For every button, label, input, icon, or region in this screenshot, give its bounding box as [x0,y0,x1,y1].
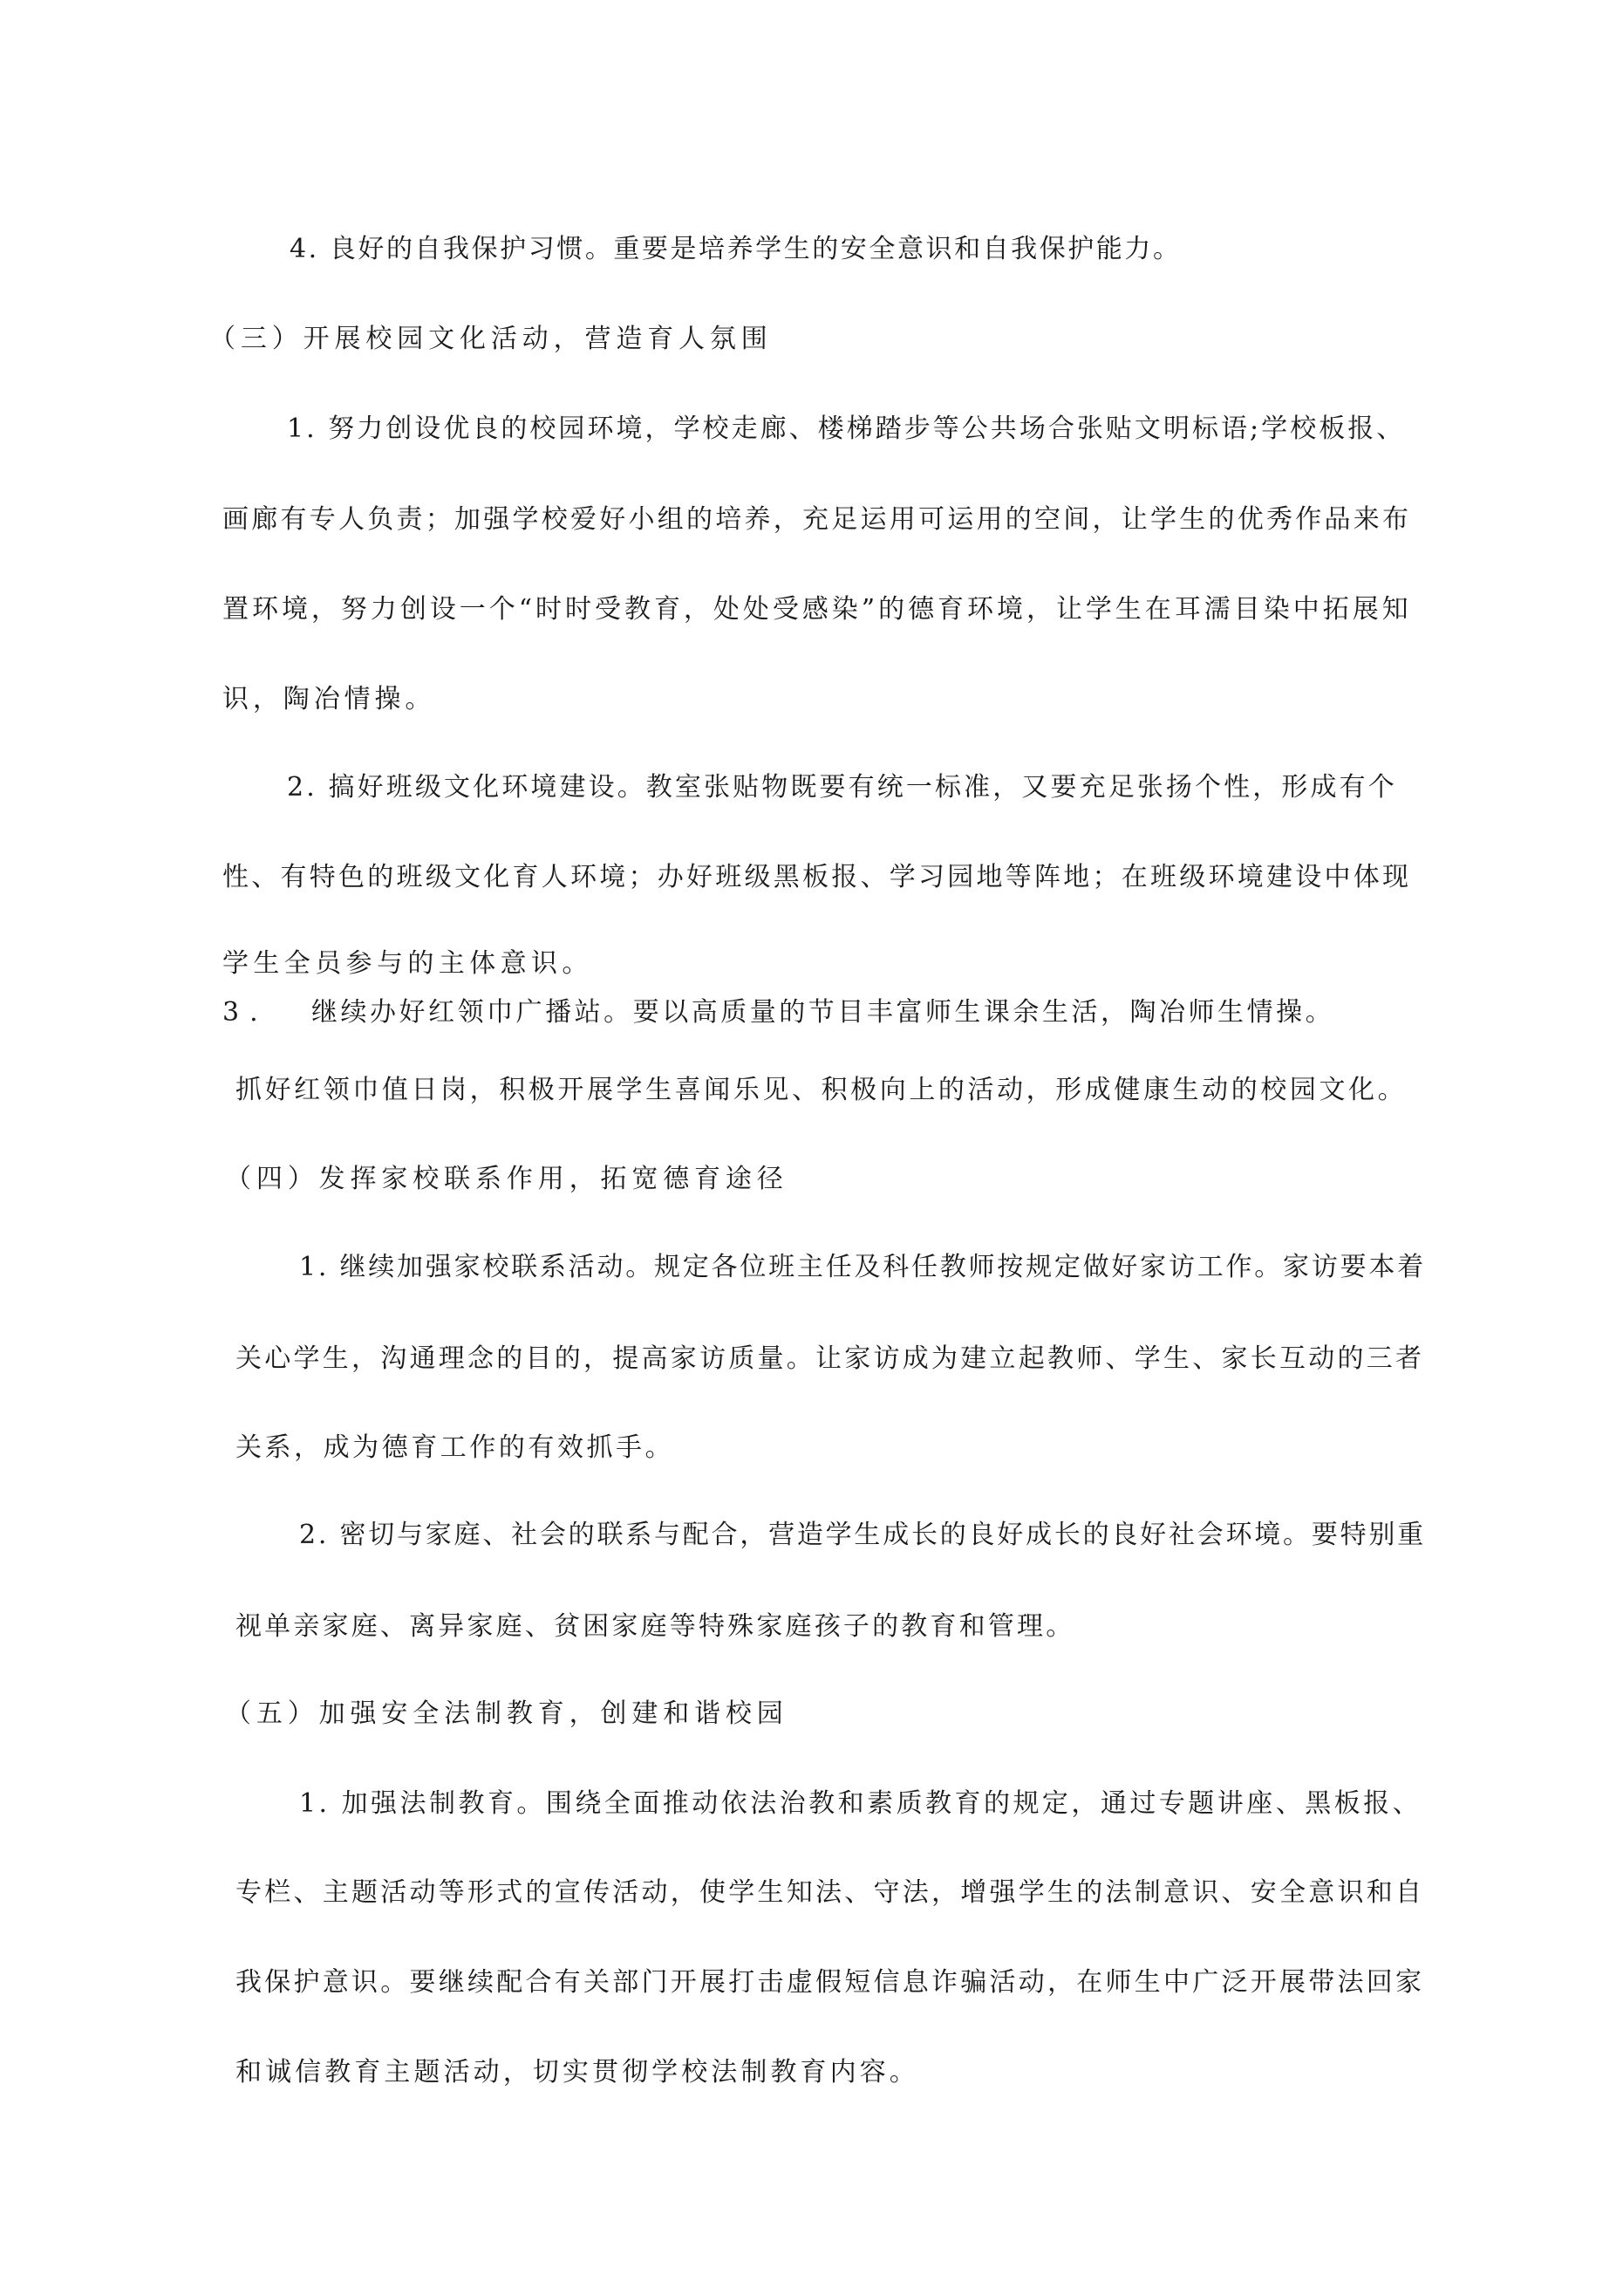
paragraph-line: 画廊有专人负责；加强学校爱好小组的培养，充足运用可运用的空间，让学生的优秀作品来布 [222,504,1412,535]
paragraph-line: 2. 搞好班级文化环境建设。教室张贴物既要有统一标准，又要充足张扬个性，形成有个 [287,772,1397,803]
section-heading-4: （四）发挥家校联系作用，拓宽德育途径 [225,1164,788,1194]
paragraph-line: 和诚信教育主题活动，切实贯彻学校法制教育内容。 [235,2057,919,2088]
paragraph-line: 1. 努力创设优良的校园环境，学校走廊、楼梯踏步等公共场合张贴文明标语;学校板报、 [287,413,1406,444]
paragraph-line: 关心学生，沟通理念的目的，提高家访质量。让家访成为建立起教师、学生、家长互动的三者 [235,1343,1425,1374]
paragraph-line: 抓好红领巾值日岗，积极开展学生喜闻乐见、积极向上的活动，形成健康生动的校园文化。 [235,1075,1408,1105]
paragraph-line: 继续办好红领巾广播站。要以高质量的节目丰富师生课余生活，陶冶师生情操。 [311,997,1335,1028]
paragraph-line: 性、有特色的班级文化育人环境；办好班级黑板报、学习园地等阵地；在班级环境建设中体现 [222,862,1412,892]
list-number: 3. [222,997,269,1028]
section-heading-5: （五）加强安全法制教育，创建和谐校园 [225,1698,788,1729]
paragraph-line: 识，陶冶情操。 [222,684,436,714]
paragraph-line: 学生全员参与的主体意识。 [222,948,593,979]
paragraph-line: 专栏、主题活动等形式的宣传活动，使学生知法、守法，增强学生的法制意识、安全意识和自 [235,1877,1425,1908]
paragraph-line: 关系，成为德育工作的有效抓手。 [235,1432,675,1463]
paragraph-line: 置环境，努力创设一个“时时受教育，处处受感染”的德育环境，让学生在耳濡目染中拓展知 [222,594,1412,625]
section-heading-3: （三）开展校园文化活动，营造育人氛围 [209,324,773,354]
paragraph-line: 4. 良好的自我保护习惯。重要是培养学生的安全意识和自我保护能力。 [290,234,1182,264]
paragraph-line: 1. 继续加强家校联系活动。规定各位班主任及科任教师按规定做好家访工作。家访要本着 [299,1252,1426,1282]
paragraph-line: 视单亲家庭、离异家庭、贫困家庭等特殊家庭孩子的教育和管理。 [235,1611,1075,1642]
paragraph-line: 2. 密切与家庭、社会的联系与配合，营造学生成长的良好成长的良好社会环境。要特别重 [299,1520,1426,1550]
paragraph-line: 1. 加强法制教育。围绕全面推动依法治教和素质教育的规定，通过专题讲座、黑板报、 [299,1788,1422,1819]
paragraph-line: 我保护意识。要继续配合有关部门开展打击虚假短信息诈骗活动，在师生中广泛开展带法回家 [235,1967,1425,1998]
